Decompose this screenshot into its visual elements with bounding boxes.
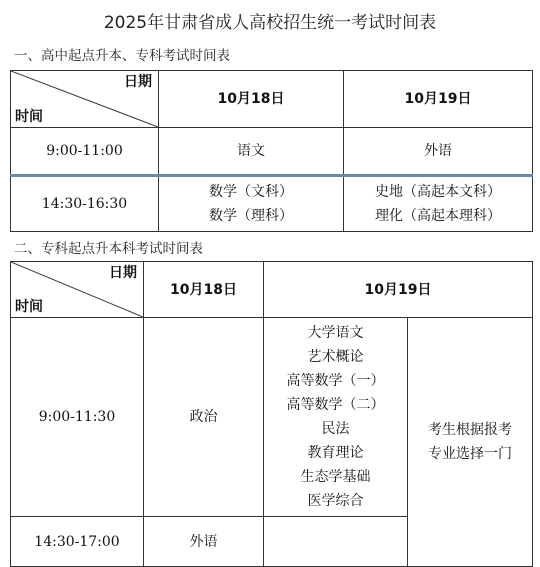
subject-cell xyxy=(159,176,344,232)
subject-line: 教育理论 xyxy=(307,445,364,461)
subject-line: 大学语文 xyxy=(307,325,364,341)
subject-line: 医学综合 xyxy=(307,493,364,509)
time-cell: 9:00-11:30 xyxy=(11,318,144,517)
schedule-table-1 xyxy=(10,70,533,232)
subject-line: 艺术概论 xyxy=(307,349,364,365)
diagonal-header-cell xyxy=(11,262,144,318)
subject-list-cell xyxy=(264,318,408,517)
subject-cell: 外语 xyxy=(144,517,264,567)
section-2-heading: 二、专科起点升本科考试时间表 xyxy=(14,241,203,257)
diagonal-header-cell xyxy=(11,71,159,128)
header-date-label: 日期 xyxy=(109,265,137,281)
subject-line: 史地（高起本文科） xyxy=(375,184,501,200)
page-title: 2025年甘肃省成人高校招生统一考试时间表 xyxy=(103,13,437,33)
time-cell: 14:30-17:00 xyxy=(11,517,144,567)
note-line: 考生根据报考 xyxy=(428,422,512,438)
subject-line: 数学（文科） xyxy=(209,184,293,200)
subject-line: 高等数学（一） xyxy=(286,373,385,389)
note-line: 专业选择一门 xyxy=(428,446,512,462)
date-header-day2: 10月19日 xyxy=(344,71,533,128)
subject-cell xyxy=(344,176,533,232)
schedule-table-2 xyxy=(10,261,533,567)
subject-cell: 政治 xyxy=(144,318,264,517)
date-header-day1: 10月18日 xyxy=(144,262,264,318)
header-time-label: 时间 xyxy=(15,299,43,315)
section-1-heading: 一、高中起点升本、专科考试时间表 xyxy=(14,48,230,64)
subject-cell: 外语 xyxy=(344,128,533,176)
subject-line: 数学（理科） xyxy=(209,208,293,224)
subject-line: 理化（高起本理科） xyxy=(375,208,501,224)
subject-line: 民法 xyxy=(321,421,350,437)
note-cell xyxy=(408,318,533,567)
subject-cell: 语文 xyxy=(159,128,344,176)
time-cell: 9:00-11:00 xyxy=(11,128,159,176)
header-date-label: 日期 xyxy=(124,74,152,90)
time-cell: 14:30-16:30 xyxy=(11,176,159,232)
subject-line: 高等数学（二） xyxy=(286,397,385,413)
header-time-label: 时间 xyxy=(15,109,43,125)
date-header-day1: 10月18日 xyxy=(159,71,344,128)
date-header-day2: 10月19日 xyxy=(264,262,533,318)
empty-cell xyxy=(264,517,408,567)
subject-line: 生态学基础 xyxy=(300,469,371,485)
